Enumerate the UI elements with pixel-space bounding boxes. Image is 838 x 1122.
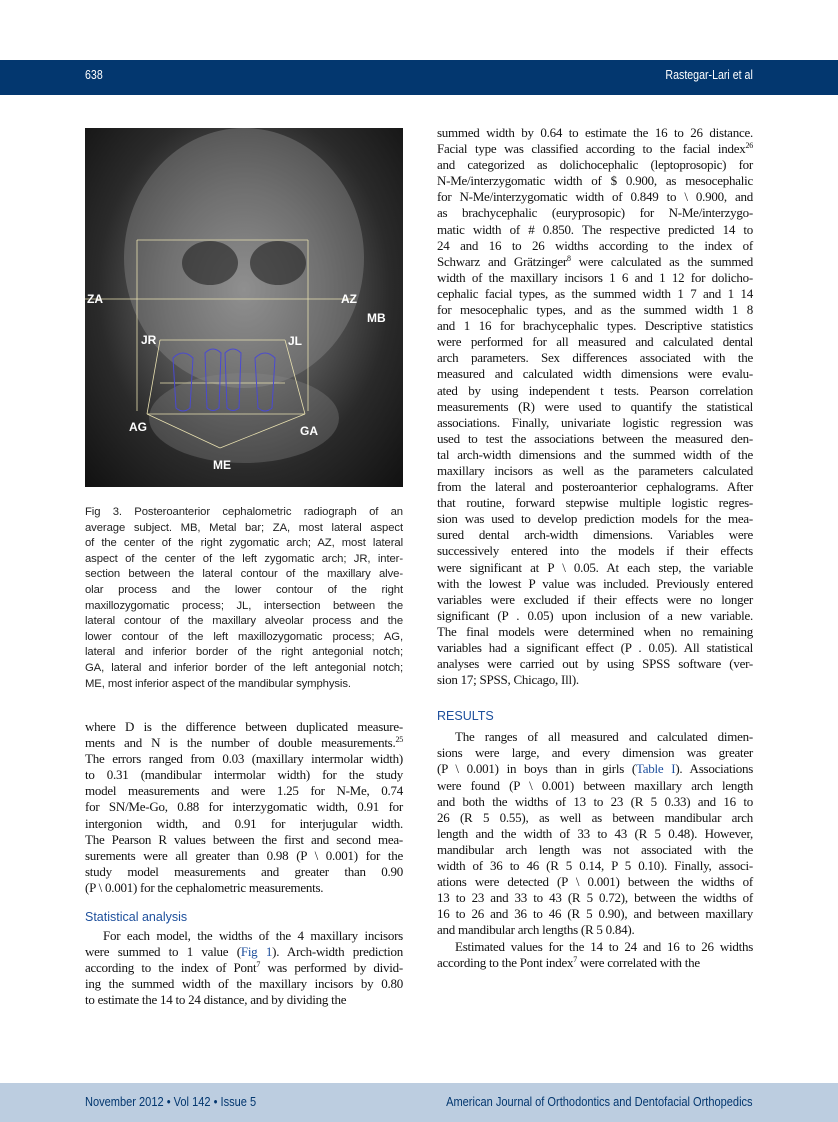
cross-reference-link[interactable]: Fig 1 [240,944,273,960]
reference-superscript[interactable]: 7 [573,954,577,964]
paragraph-reliability [85,719,403,896]
text-line: 13 to 23 and 33 to 43 (R 5 0.72), between the widths of [437,890,753,906]
text-line: length and the width of 33 to 43 (R 5 0.48). However, [437,825,753,841]
text-line: Fig 3. Posteroanterior cephalometric radiograph of an [85,506,403,518]
text-line: variables had a significant effect (P . 0.05). All statistical [437,640,753,655]
text-line: where D is the difference between duplicated measure- [85,719,403,734]
text-line: ations were detected (P \ 0.001) between the widths of [437,874,753,890]
text-line: and mandibular arch lengths (R 5 0.84). [437,922,635,938]
journal-name: American Journal of Orthodontics and Dentofacial Orthopedics [446,1094,753,1109]
text-line: olar process and the lower contour of the right [85,583,403,596]
text-line: Schwarz and Grätzinger$^8$ were calculated as the summed [437,253,753,269]
text-line: (P \ 0.001) in boys than in girls (Table I). Associations [437,761,754,777]
figure-caption [85,505,403,692]
text-line: 26 (R 5 0.55), as well as between mandibular arch [437,809,753,825]
text-line: variables were excluded if their effects were no longer [437,591,753,607]
label-ag: AG [129,420,147,434]
text-line: were significant at P \ 0.05. At each step, the variable [437,559,753,575]
text-line: cephalic facial types, as the summed width 1 7 and 1 14 [437,285,753,301]
text-line: sured dental arch-width dimensions. Variables were [437,527,753,543]
text-line: from the lateral and posteroanterior cephalograms. After [437,479,753,495]
text-line: maxillozygomatic process; JL, intersection between the [85,599,403,612]
text-line: with the lowest P value was included. Previously entered [437,575,753,591]
text-line: ME, most inferior aspect of the mandibular symphysis. [85,677,351,690]
text-line: Facial type was classified according to the facial index$^{26}$ [437,141,753,157]
text-line: lateral and inferior border of the right antegonial notch; [85,646,403,659]
running-header [0,60,838,95]
paragraph-estimated-values [437,939,753,971]
text-line: model measurements and were 1.25 for N-Me, 0.74 [85,783,403,799]
text-line: were found (P \ 0.001) between maxillary arch length [437,777,753,793]
text-line: ing the summed width of the maxillary incisors by 0.80 [85,976,403,992]
running-authors: Rastegar-Lari et al [665,68,753,82]
text-line: measurements (R) were used to quantify the statistical [437,398,753,414]
text-line: and both the widths of 13 to 23 (R 5 0.33) and 16 to [437,793,753,809]
text-line: and 1 16 for brachycephalic types. Descriptive statistics [437,318,753,334]
text-line: Estimated values for the 14 to 24 and 16 to 26 widths [455,938,753,954]
reference-superscript[interactable]: 7 [256,960,261,970]
text-line: summed width by 0.64 to estimate the 16 to 26 distance. [437,125,753,140]
reference-superscript[interactable]: 26 [745,141,753,151]
text-line: N-Me/interzygomatic width of $ 0.900, as mesocephalic [437,173,753,189]
text-line: according to the Pont index$^7$ were correlated with the [437,954,700,970]
heading-results: RESULTS [437,709,494,724]
text-line: lower contour of the left maxillozygomatic process; AG, [85,630,403,643]
paragraph-statistical-analysis [85,928,403,1008]
text-line: as brachycephalic (euryprosopic) for N-Me/interzygo- [437,205,753,221]
text-line: for SN/Me-Go, 0.88 for interzygomatic width, 0.91 for [85,799,403,815]
radiograph-figure [85,128,403,487]
text-line: sion was used to develop prediction models for the mea- [437,511,753,527]
reference-superscript[interactable]: 25 [395,735,403,745]
text-line: tal arch-width dimensions and the summed width of the [437,446,753,462]
running-footer [0,1083,838,1122]
text-line: sions were large, and every dimension was greater [437,745,753,761]
cross-reference-link[interactable]: Table I [635,761,676,777]
label-ga: GA [300,424,318,438]
text-line: width of 36 to 46 (R 5 0.14, P 5 0.10). Finally, associ- [437,858,753,874]
label-me: ME [213,458,231,472]
text-line: aspect of the center of the left zygomatic arch; JR, inter- [85,552,403,565]
text-line: The errors ranged from 0.03 (maxillary intermolar width) [85,751,403,767]
text-line: study model measurements and greater than 0.90 [85,863,403,879]
text-line: The final models were determined when no remaining [437,623,753,639]
text-line: associations. Finally, univariate logistic regression was [437,414,753,430]
text-line: that routine, forward stepwise multiple logistic regres- [437,495,753,511]
text-line: and categorized as dolichocephalic (leptoprosopic) for [437,157,753,173]
text-line: to estimate the 14 to 24 distance, and by dividing the [85,992,347,1008]
text-line: for N-Me/interzygomatic width of 0.849 to \ 0.900, and [437,189,753,205]
text-line: used to test the associations between the measured den- [437,430,753,446]
text-line: (P \ 0.001) for the cephalometric measurements. [85,879,324,895]
text-line: measured and calculated width dimensions were evalu- [437,366,753,382]
text-line: GA, lateral and inferior border of the left antegonial notch; [85,661,403,674]
text-line: mandibular arch length was not associated with the [437,841,753,857]
text-line: For each model, the widths of the 4 maxillary incisors [103,928,403,944]
text-line: 24 and 16 to 26 widths according to the index of [437,237,753,253]
text-line: surements were all greater than 0.98 (P \ 0.001) for the [85,847,403,863]
text-line: matic width of # 0.850. The respective predicted 14 to [437,221,753,237]
text-line: lateral contour of the maxillary alveolar process and the [85,615,403,628]
text-line: 16 to 26 and 36 to 46 (R 5 0.90), and between maxillary [437,906,753,922]
label-mb: MB [367,311,386,325]
page-number: 638 [85,68,103,82]
reference-superscript[interactable]: 8 [567,253,571,263]
text-line: to 0.31 (mandibular intermolar width) for the study [85,767,403,783]
text-line: maxillary incisors as well as the parameters calculated [437,462,753,478]
text-line: successively entered into the models if their effects [437,543,753,559]
text-line: of the center of the right zygomatic arch; AZ, most lateral [85,537,403,550]
paragraph-results [437,729,753,938]
text-line: significant (P . 0.05) upon inclusion of a new variable. [437,607,753,623]
text-line: The Pearson R values between the first and second mea- [85,831,403,847]
label-jl: JL [288,334,303,348]
left-column [85,719,403,1009]
text-line: ated by using independent t tests. Pearson correlation [437,382,753,398]
issue-info: November 2012 • Vol 142 • Issue 5 [85,1094,257,1109]
label-az: AZ [341,292,357,306]
text-line: for mesocephalic types, and as the summed width 1 8 [437,302,753,318]
text-line: arch parameters. Sex differences associated with the [437,350,753,366]
text-line: section between the lateral contour of the maxillary alve- [85,568,403,581]
heading-statistical-analysis: Statistical analysis [85,910,188,925]
text-line: ments and N is the number of double measurements.$^{25}$ [85,735,403,751]
paragraph-methods [437,125,753,688]
label-jr: JR [141,333,157,347]
text-line: average subject. MB, Metal bar; ZA, most lateral aspect [85,521,403,534]
text-line: were summed to 1 value (Fig 1). Arch-width prediction [85,944,403,960]
text-line: according to the index of Pont$^7$ was performed by divid- [85,960,403,976]
text-line: intergonion width, and 0.91 for interjugular width. [85,815,403,831]
text-line: The ranges of all measured and calculated dimen- [455,729,753,745]
text-line: sion 17; SPSS, Chicago, Ill). [437,672,579,688]
label-za: ZA [87,292,103,306]
right-column [437,125,753,971]
text-line: were performed for all measured and calculated dental [437,334,753,350]
text-line: analyses were carried out by using SPSS software (ver- [437,656,753,672]
text-line: width of the maxillary incisors 1 6 and 1 12 for dolicho- [437,269,753,285]
